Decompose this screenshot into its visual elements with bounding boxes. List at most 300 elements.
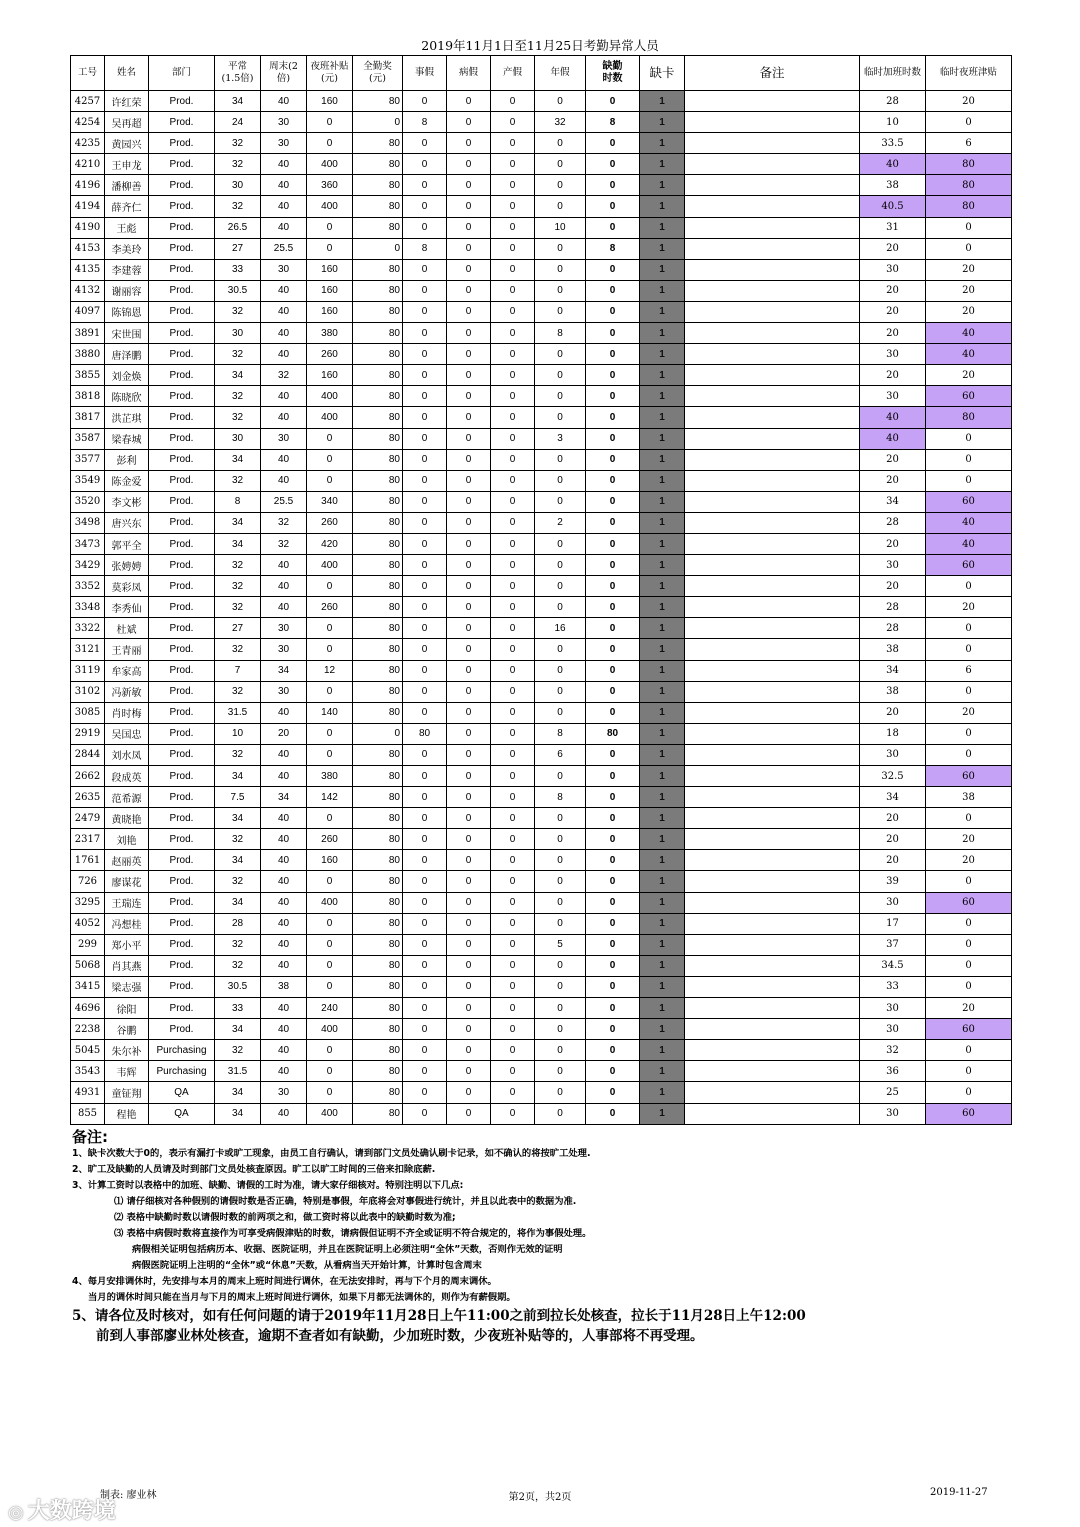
table-cell: 0	[447, 154, 491, 175]
table-cell: 40	[926, 344, 1012, 365]
table-cell: 30	[860, 344, 926, 365]
table-cell	[685, 344, 860, 365]
table-cell: 80	[353, 576, 403, 597]
table-row	[71, 386, 1012, 407]
table-cell: 60	[926, 766, 1012, 787]
table-cell: 0	[491, 723, 535, 744]
table-cell: 0	[586, 407, 640, 428]
table-cell: 0	[447, 259, 491, 280]
table-cell: 0	[586, 91, 640, 112]
table-cell: 40	[261, 175, 307, 196]
watermark-logo-icon: ◎	[8, 1502, 24, 1523]
table-cell: 0	[447, 133, 491, 154]
table-cell: Prod.	[149, 196, 215, 217]
table-cell: 0	[586, 871, 640, 892]
table-cell: Prod.	[149, 850, 215, 871]
table-cell: 32	[215, 829, 261, 850]
table-cell: 380	[307, 766, 353, 787]
table-cell: 3121	[71, 639, 105, 660]
table-cell: 80	[353, 1019, 403, 1040]
table-cell: 260	[307, 597, 353, 618]
table-cell: 8	[403, 112, 447, 133]
table-cell: 40	[261, 955, 307, 976]
table-cell: 0	[535, 407, 586, 428]
table-cell: 31.5	[215, 1061, 261, 1082]
table-cell: 32	[215, 133, 261, 154]
table-cell: 40	[261, 766, 307, 787]
table-cell: Prod.	[149, 533, 215, 554]
table-cell: 王彪	[105, 217, 149, 238]
table-cell: 260	[307, 512, 353, 533]
table-cell: 吴再超	[105, 112, 149, 133]
table-cell: 30	[215, 323, 261, 344]
table-cell: 0	[926, 913, 1012, 934]
table-cell	[685, 744, 860, 765]
table-cell: 唐兴东	[105, 512, 149, 533]
table-cell	[685, 913, 860, 934]
table-cell: 0	[403, 91, 447, 112]
table-cell: 0	[535, 892, 586, 913]
table-cell: 0	[491, 91, 535, 112]
table-cell: 32.5	[860, 766, 926, 787]
table-cell: 0	[403, 344, 447, 365]
table-cell: 40	[261, 744, 307, 765]
table-cell: 0	[447, 660, 491, 681]
table-cell: 140	[307, 702, 353, 723]
table-cell: 0	[535, 597, 586, 618]
note-3a: ⑴ 请仔细核对各种假别的请假时数是否正确，特别是事假，年底将会对事假进行统计，并且以此表中的数据为准.	[114, 1196, 577, 1207]
table-cell: 0	[926, 217, 1012, 238]
table-cell	[685, 323, 860, 344]
table-cell: Prod.	[149, 934, 215, 955]
table-cell: 4190	[71, 217, 105, 238]
table-cell: 0	[491, 555, 535, 576]
table-cell: 0	[491, 512, 535, 533]
table-cell: 0	[447, 766, 491, 787]
table-cell: 36	[860, 1061, 926, 1082]
column-header: 缺勤 时数	[586, 56, 640, 91]
table-cell: 0	[403, 639, 447, 660]
table-cell: 20	[860, 576, 926, 597]
table-cell: 80	[353, 744, 403, 765]
table-cell: 3818	[71, 386, 105, 407]
note-3b: ⑵ 表格中缺勤时数以请假时数的前两项之和，做工资时将以此表中的缺勤时数为准;	[114, 1212, 456, 1223]
table-cell	[685, 491, 860, 512]
table-cell: 0	[535, 154, 586, 175]
table-cell: 12	[307, 660, 353, 681]
table-cell: Prod.	[149, 323, 215, 344]
table-row	[71, 1040, 1012, 1061]
table-cell	[685, 1019, 860, 1040]
table-row	[71, 808, 1012, 829]
table-cell: 34	[215, 512, 261, 533]
note-5b: 前到人事部廖业林处核查，逾期不查者如有缺勤，少加班时数，少夜班补贴等的，人事部将不再受理。	[96, 1328, 704, 1344]
table-cell: 王青丽	[105, 639, 149, 660]
table-cell: 28	[860, 91, 926, 112]
table-cell: 80	[353, 1082, 403, 1103]
note-3: 3、计算工资时以表格中的加班、缺勤、请假的工时为准，请大家仔细核对。特别注明以下几点:	[72, 1180, 464, 1191]
table-cell: 1	[640, 365, 685, 386]
table-cell: 34	[215, 1103, 261, 1124]
table-row	[71, 871, 1012, 892]
table-cell: 1	[640, 112, 685, 133]
table-cell: 0	[307, 428, 353, 449]
table-row	[71, 365, 1012, 386]
table-cell: Prod.	[149, 576, 215, 597]
table-cell: 3543	[71, 1061, 105, 1082]
table-cell: 160	[307, 301, 353, 322]
table-cell: 0	[491, 681, 535, 702]
table-cell: 33.5	[860, 133, 926, 154]
table-cell: 徐阳	[105, 998, 149, 1019]
table-cell: 0	[307, 639, 353, 660]
table-cell: 0	[491, 829, 535, 850]
table-cell: 1	[640, 1019, 685, 1040]
table-cell: 3085	[71, 702, 105, 723]
table-cell: 32	[860, 1040, 926, 1061]
table-cell: 0	[447, 955, 491, 976]
table-cell: 0	[926, 1040, 1012, 1061]
table-cell: 8	[535, 323, 586, 344]
table-cell: 37	[860, 934, 926, 955]
table-cell: 30	[261, 639, 307, 660]
table-cell: 30	[860, 386, 926, 407]
table-cell: 0	[586, 597, 640, 618]
table-cell: 20	[926, 91, 1012, 112]
table-cell: 40	[261, 913, 307, 934]
table-cell: 0	[491, 702, 535, 723]
table-row	[71, 998, 1012, 1019]
table-cell: 0	[403, 491, 447, 512]
table-cell: 80	[353, 702, 403, 723]
table-cell: 0	[586, 618, 640, 639]
column-header: 年假	[535, 56, 586, 91]
table-cell: 34	[215, 533, 261, 554]
table-row	[71, 301, 1012, 322]
table-cell: 1	[640, 955, 685, 976]
table-cell: 0	[535, 533, 586, 554]
table-cell: 0	[491, 491, 535, 512]
table-cell: 0	[307, 576, 353, 597]
table-cell: 40	[860, 154, 926, 175]
table-cell: 30	[860, 892, 926, 913]
watermark-text: 大数跨境	[27, 1499, 116, 1524]
table-cell: Prod.	[149, 618, 215, 639]
table-cell: 0	[403, 1019, 447, 1040]
table-cell: 20	[860, 449, 926, 470]
table-row	[71, 913, 1012, 934]
table-cell: 0	[586, 428, 640, 449]
table-cell: 2	[535, 512, 586, 533]
table-cell: 0	[403, 280, 447, 301]
table-cell: Prod.	[149, 639, 215, 660]
table-row	[71, 850, 1012, 871]
table-cell: 80	[403, 723, 447, 744]
table-cell: Prod.	[149, 787, 215, 808]
column-header: 事假	[403, 56, 447, 91]
table-row	[71, 217, 1012, 238]
table-cell: 0	[447, 470, 491, 491]
table-cell: 2662	[71, 766, 105, 787]
table-cell: 0	[926, 744, 1012, 765]
table-cell: 5068	[71, 955, 105, 976]
table-cell: 80	[926, 196, 1012, 217]
table-cell: 80	[353, 1061, 403, 1082]
table-cell: 1	[640, 1082, 685, 1103]
table-cell: 0	[447, 850, 491, 871]
table-row	[71, 344, 1012, 365]
table-cell: 1	[640, 618, 685, 639]
table-cell: 8	[586, 112, 640, 133]
table-cell: 20	[926, 850, 1012, 871]
table-cell: 8	[403, 238, 447, 259]
table-cell: 0	[447, 196, 491, 217]
table-cell: 40	[261, 597, 307, 618]
table-cell: 0	[926, 1082, 1012, 1103]
table-cell: 38	[860, 175, 926, 196]
table-cell: 王瑞连	[105, 892, 149, 913]
table-cell: 40	[261, 576, 307, 597]
table-cell: 20	[860, 829, 926, 850]
table-cell: 80	[353, 259, 403, 280]
table-cell: 0	[491, 196, 535, 217]
table-cell: 0	[586, 133, 640, 154]
table-cell: 4196	[71, 175, 105, 196]
table-cell: 0	[403, 133, 447, 154]
table-cell	[685, 112, 860, 133]
table-cell: 40	[261, 871, 307, 892]
table-cell: 0	[447, 301, 491, 322]
table-cell: Prod.	[149, 280, 215, 301]
table-cell: Prod.	[149, 955, 215, 976]
table-cell: 30	[860, 998, 926, 1019]
table-row	[71, 955, 1012, 976]
table-cell: 0	[403, 470, 447, 491]
table-cell: 0	[403, 154, 447, 175]
table-cell: 洪芷琪	[105, 407, 149, 428]
table-cell: 80	[353, 787, 403, 808]
table-cell: 3119	[71, 660, 105, 681]
table-cell: 80	[353, 217, 403, 238]
table-cell: 30	[261, 618, 307, 639]
table-cell: Purchasing	[149, 1061, 215, 1082]
table-cell: 3352	[71, 576, 105, 597]
table-cell	[685, 766, 860, 787]
table-cell: 1	[640, 470, 685, 491]
table-cell: 黄园兴	[105, 133, 149, 154]
table-row	[71, 175, 1012, 196]
table-cell: 30	[860, 259, 926, 280]
table-cell: 0	[491, 1061, 535, 1082]
table-cell: Prod.	[149, 555, 215, 576]
table-cell: 0	[586, 323, 640, 344]
table-cell: 0	[535, 555, 586, 576]
table-cell: Prod.	[149, 301, 215, 322]
table-cell	[685, 555, 860, 576]
table-cell: 40	[261, 702, 307, 723]
table-cell: 299	[71, 934, 105, 955]
table-cell: 1	[640, 913, 685, 934]
table-cell: 1	[640, 555, 685, 576]
table-cell: 0	[307, 1082, 353, 1103]
table-cell: 0	[447, 1061, 491, 1082]
table-cell: 0	[491, 1040, 535, 1061]
table-cell: 32	[215, 386, 261, 407]
table-cell: 0	[926, 112, 1012, 133]
table-cell: 0	[586, 449, 640, 470]
table-cell: 0	[491, 639, 535, 660]
column-header: 平常 (1.5倍)	[215, 56, 261, 91]
table-cell: 0	[403, 681, 447, 702]
table-cell: 廖谋花	[105, 871, 149, 892]
table-cell: 3520	[71, 491, 105, 512]
table-cell: 160	[307, 91, 353, 112]
table-cell: 程艳	[105, 1103, 149, 1124]
table-cell: 0	[586, 491, 640, 512]
table-cell: 0	[403, 597, 447, 618]
table-cell: 1	[640, 850, 685, 871]
table-cell: 40	[261, 217, 307, 238]
table-cell: 0	[535, 280, 586, 301]
table-cell: 0	[491, 955, 535, 976]
table-cell: Prod.	[149, 407, 215, 428]
table-cell: 0	[586, 259, 640, 280]
table-cell: 2635	[71, 787, 105, 808]
table-cell: 4153	[71, 238, 105, 259]
table-cell: 宋世围	[105, 323, 149, 344]
table-cell: 25.5	[261, 238, 307, 259]
table-cell: 80	[353, 344, 403, 365]
table-cell	[685, 1082, 860, 1103]
table-cell: 0	[491, 217, 535, 238]
table-row	[71, 133, 1012, 154]
note-1: 1、缺卡次数大于0的，表示有漏打卡或旷工现象，由员工自行确认，请到部门文员处确认刷卡记录，如不确认的将按旷工处理.	[72, 1148, 591, 1159]
table-cell: 4254	[71, 112, 105, 133]
table-cell: 0	[491, 913, 535, 934]
table-cell: 420	[307, 533, 353, 554]
table-cell: 1	[640, 1040, 685, 1061]
table-cell: 1	[640, 702, 685, 723]
table-cell: 0	[535, 702, 586, 723]
table-cell: 34	[261, 787, 307, 808]
table-cell: 0	[447, 1040, 491, 1061]
table-cell: 彭利	[105, 449, 149, 470]
table-cell: 0	[491, 428, 535, 449]
table-row	[71, 681, 1012, 702]
table-cell: 0	[491, 1103, 535, 1124]
table-cell: 855	[71, 1103, 105, 1124]
table-cell: 谢丽容	[105, 280, 149, 301]
table-cell: 1	[640, 512, 685, 533]
table-cell: 38	[860, 681, 926, 702]
table-cell: 80	[353, 512, 403, 533]
table-cell: 27	[215, 238, 261, 259]
table-cell	[685, 449, 860, 470]
table-cell: 0	[403, 323, 447, 344]
table-cell: 4097	[71, 301, 105, 322]
table-cell: 5	[535, 934, 586, 955]
attendance-table	[70, 55, 1012, 1125]
table-cell: 3855	[71, 365, 105, 386]
table-cell	[685, 280, 860, 301]
table-cell: 0	[447, 702, 491, 723]
table-cell: 32	[215, 407, 261, 428]
table-cell	[685, 998, 860, 1019]
table-cell: 34.5	[860, 955, 926, 976]
table-cell: 0	[491, 175, 535, 196]
table-cell: Prod.	[149, 744, 215, 765]
table-cell: 400	[307, 196, 353, 217]
table-row	[71, 154, 1012, 175]
column-header: 备注	[685, 56, 860, 91]
table-cell: 33	[215, 998, 261, 1019]
table-cell: 0	[403, 702, 447, 723]
table-cell: 0	[491, 533, 535, 554]
table-cell: 80	[353, 301, 403, 322]
table-cell: 薛齐仁	[105, 196, 149, 217]
table-cell	[685, 576, 860, 597]
table-cell: 0	[926, 449, 1012, 470]
table-cell: 3891	[71, 323, 105, 344]
table-cell	[685, 133, 860, 154]
table-cell: 0	[926, 934, 1012, 955]
table-cell: 400	[307, 892, 353, 913]
table-cell: 1	[640, 892, 685, 913]
table-cell	[685, 512, 860, 533]
table-cell: 0	[491, 787, 535, 808]
table-cell	[685, 787, 860, 808]
table-cell: 32	[215, 196, 261, 217]
table-cell: 40	[261, 386, 307, 407]
note-4b: 当月的调休时间只能在当月与下月的周末上班时间进行调休，如果下月都无法调休的，则作为有薪假期。	[88, 1292, 516, 1303]
table-cell: 32	[215, 871, 261, 892]
table-cell: 0	[447, 91, 491, 112]
table-cell: 10	[535, 217, 586, 238]
table-cell: 2919	[71, 723, 105, 744]
table-cell: 0	[586, 175, 640, 196]
table-cell: 王申龙	[105, 154, 149, 175]
table-cell: 0	[403, 892, 447, 913]
table-cell: 38	[261, 976, 307, 997]
table-cell: 32	[535, 112, 586, 133]
table-row	[71, 829, 1012, 850]
table-row	[71, 470, 1012, 491]
table-cell: 20	[860, 280, 926, 301]
table-cell: 3348	[71, 597, 105, 618]
table-cell: 80	[353, 976, 403, 997]
table-cell: 0	[447, 512, 491, 533]
table-cell: 0	[491, 112, 535, 133]
table-cell: 60	[926, 555, 1012, 576]
table-cell: 李文彬	[105, 491, 149, 512]
table-cell	[685, 386, 860, 407]
column-header: 姓名	[105, 56, 149, 91]
table-cell: 0	[586, 702, 640, 723]
table-cell: 0	[535, 576, 586, 597]
table-cell	[685, 892, 860, 913]
table-cell: 80	[926, 154, 1012, 175]
table-cell: 34	[215, 766, 261, 787]
table-cell: 40	[261, 892, 307, 913]
table-cell: 4132	[71, 280, 105, 301]
table-cell: 0	[926, 723, 1012, 744]
table-cell	[685, 238, 860, 259]
table-cell: 0	[491, 323, 535, 344]
table-cell: 400	[307, 154, 353, 175]
table-cell: 1	[640, 681, 685, 702]
table-cell: 0	[491, 386, 535, 407]
table-cell: 3817	[71, 407, 105, 428]
